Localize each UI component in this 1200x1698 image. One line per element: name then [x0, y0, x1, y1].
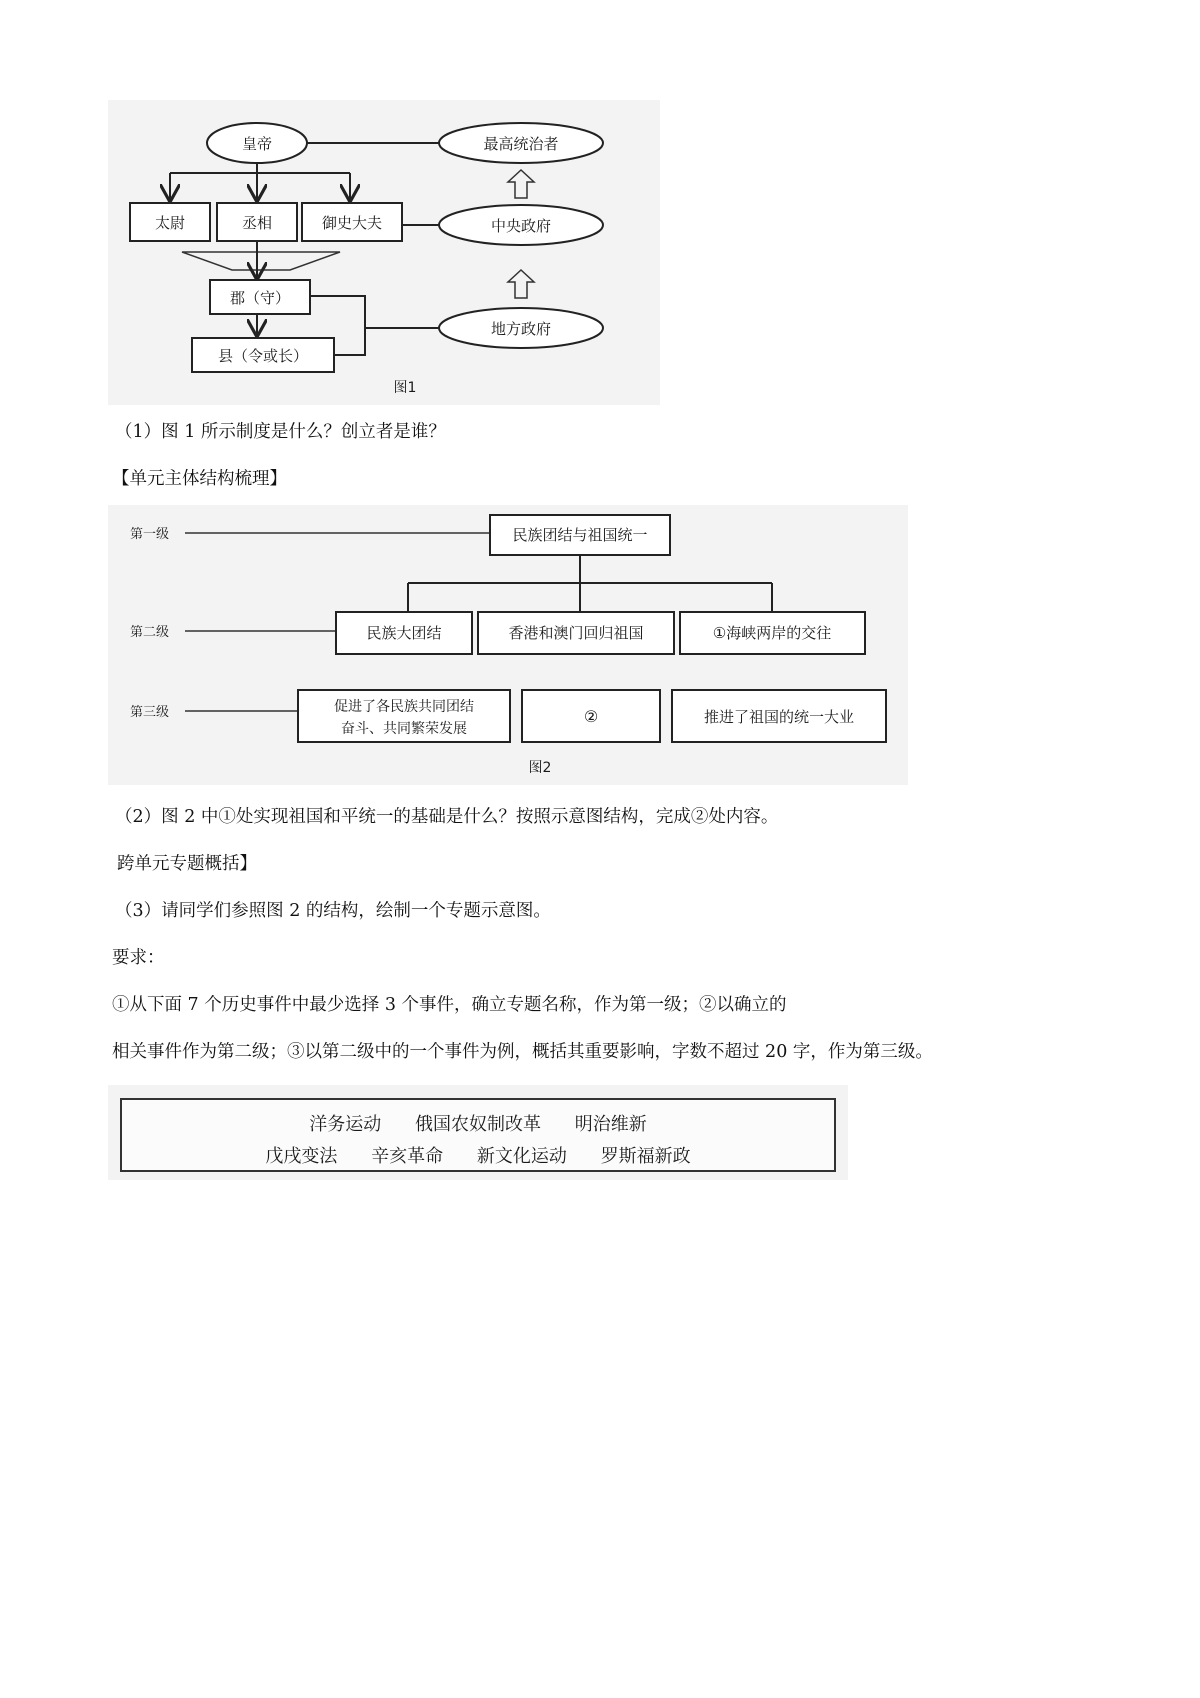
c2-label: ② [583, 707, 599, 726]
requirements-line-2: 相关事件作为第二级；③以第二级中的一个事件为例，概括其重要影响，字数不超过 20 字，作为第三级。 [112, 1042, 933, 1062]
event-item: 新文化运动 [476, 1146, 567, 1167]
c1-label-line2: 奋斗、共同繁荣发展 [341, 721, 467, 737]
event-item: 俄国农奴制改革 [415, 1114, 541, 1135]
event-item: 辛亥革命 [371, 1146, 444, 1167]
c3-label: 推进了祖国的统一大业 [703, 708, 855, 726]
event-item: 罗斯福新政 [600, 1146, 691, 1167]
event-item: 明治维新 [574, 1114, 647, 1135]
event-item: 戊戌变法 [265, 1146, 338, 1167]
taiwei-label: 太尉 [154, 214, 186, 232]
section-heading-cross-unit: 跨单元专题概括】 [117, 854, 257, 874]
jun-label: 郡（守） [229, 289, 291, 307]
chengxiang-label: 丞相 [241, 214, 273, 232]
local-gov-label: 地方政府 [490, 320, 552, 338]
event-item: 洋务运动 [309, 1114, 382, 1135]
yushi-label: 御史大夫 [321, 214, 383, 232]
figure-2-caption: 图2 [528, 760, 552, 776]
question-2: （2）图 2 中①处实现祖国和平统一的基础是什么？按照示意图结构，完成②处内容。 [115, 807, 779, 827]
events-box [120, 1098, 836, 1172]
events-row-2 [122, 1142, 834, 1168]
requirements-title: 要求： [112, 948, 165, 968]
question-1: （1）图 1 所示制度是什么？创立者是谁？ [115, 422, 446, 442]
b3-label: ①海峡两岸的交往 [712, 624, 832, 642]
figure-1-caption: 图1 [393, 380, 417, 396]
c1-label-line1: 促进了各民族共同团结 [334, 699, 474, 715]
events-row-1 [122, 1110, 834, 1136]
level-3-label: 第三级 [130, 705, 170, 720]
supreme-ruler-label: 最高统治者 [483, 135, 559, 153]
b2-label: 香港和澳门回归祖国 [508, 624, 644, 642]
figure-2-diagram [0, 0, 1200, 800]
b1-label: 民族大团结 [366, 624, 442, 642]
top-node-label: 民族团结与祖国统一 [512, 526, 648, 544]
level-1-label: 第一级 [130, 527, 170, 542]
question-3: （3）请同学们参照图 2 的结构，绘制一个专题示意图。 [115, 901, 551, 921]
requirements-line-1: ①从下面 7 个历史事件中最少选择 3 个事件，确立专题名称，作为第一级；②以确立的 [112, 995, 787, 1015]
central-gov-label: 中央政府 [490, 217, 552, 235]
xian-label: 县（令或长） [217, 347, 309, 365]
emperor-label: 皇帝 [241, 135, 273, 153]
level-2-label: 第二级 [130, 625, 170, 640]
section-heading-unit-structure: 【单元主体结构梳理】 [112, 469, 287, 489]
